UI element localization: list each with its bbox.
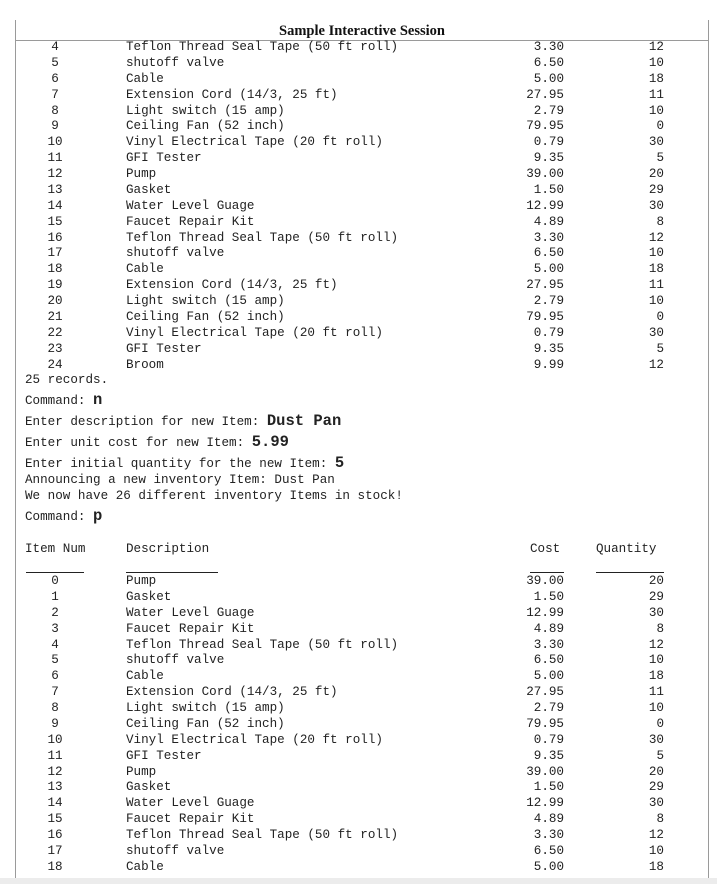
item-description: Faucet Repair Kit	[126, 214, 255, 229]
item-cost: 12.99	[526, 198, 564, 213]
command-input-value: n	[93, 391, 103, 409]
item-cost: 79.95	[526, 309, 564, 324]
item-number: 13	[47, 182, 63, 197]
item-description: Vinyl Electrical Tape (20 ft roll)	[126, 732, 383, 747]
item-quantity: 11	[648, 278, 664, 293]
item-description: Broom	[126, 357, 164, 372]
item-quantity: 12	[648, 230, 664, 245]
item-number: 9	[51, 119, 59, 134]
table-row	[16, 843, 708, 859]
item-description: Light switch (15 amp)	[126, 701, 285, 716]
item-description: Gasket	[126, 780, 172, 795]
item-number: 5	[51, 55, 59, 70]
item-number: 8	[51, 103, 59, 118]
item-description: Faucet Repair Kit	[126, 812, 255, 827]
item-quantity: 12	[648, 828, 664, 843]
cost-prompt-line	[25, 434, 289, 451]
item-cost: 5.00	[533, 669, 564, 684]
item-number: 11	[47, 748, 63, 763]
item-quantity: 10	[648, 103, 664, 118]
item-description: shutoff valve	[126, 246, 225, 261]
header-quantity: Quantity	[596, 542, 657, 556]
item-description: Teflon Thread Seal Tape (50 ft roll)	[126, 828, 399, 843]
item-number: 14	[47, 198, 63, 213]
item-quantity: 11	[648, 685, 664, 700]
item-cost: 4.89	[533, 214, 564, 229]
item-cost: 5.00	[533, 262, 564, 277]
item-quantity: 30	[648, 135, 664, 150]
item-cost: 39.00	[526, 574, 564, 588]
item-cost: 6.50	[533, 55, 564, 70]
item-cost: 4.89	[533, 812, 564, 827]
table-row	[16, 795, 708, 811]
item-number: 2	[51, 605, 59, 620]
item-cost: 6.50	[533, 653, 564, 668]
quantity-input-value: 5	[334, 454, 345, 472]
item-quantity: 5	[656, 341, 664, 356]
table-row	[16, 779, 708, 795]
document-page	[15, 20, 709, 882]
item-quantity: 8	[656, 214, 664, 229]
item-description: Water Level Guage	[126, 796, 255, 811]
item-number: 4	[51, 637, 59, 652]
item-description: Extension Cord (14/3, 25 ft)	[126, 685, 338, 700]
item-quantity: 8	[656, 621, 664, 636]
item-cost: 0.79	[533, 325, 564, 340]
item-description: Ceiling Fan (52 inch)	[126, 119, 285, 134]
item-quantity: 29	[648, 589, 664, 604]
table-row	[16, 182, 708, 198]
item-cost: 3.30	[533, 40, 564, 54]
table-row	[16, 309, 708, 325]
table-row	[16, 55, 708, 71]
item-number: 12	[47, 764, 63, 779]
item-cost: 9.99	[533, 357, 564, 372]
item-quantity: 10	[648, 294, 664, 309]
table-row	[16, 764, 708, 780]
item-quantity: 20	[648, 764, 664, 779]
item-quantity: 10	[648, 843, 664, 858]
item-number: 16	[47, 828, 63, 843]
item-quantity: 8	[656, 812, 664, 827]
table-row	[16, 166, 708, 182]
item-description: Water Level Guage	[126, 198, 255, 213]
table-row	[16, 134, 708, 150]
command-line-2	[25, 508, 102, 525]
item-number: 0	[51, 574, 59, 588]
item-number: 9	[51, 716, 59, 731]
item-description: GFI Tester	[126, 341, 202, 356]
item-quantity: 20	[648, 167, 664, 182]
table-row	[16, 341, 708, 357]
item-number: 8	[51, 701, 59, 716]
document-title: Sample Interactive Session	[279, 23, 445, 39]
table-row	[16, 103, 708, 119]
item-description: Cable	[126, 262, 164, 277]
table-row	[16, 827, 708, 843]
item-cost: 3.30	[533, 230, 564, 245]
table-row	[16, 621, 708, 637]
item-cost: 12.99	[526, 605, 564, 620]
item-description: GFI Tester	[126, 151, 202, 166]
item-number: 15	[47, 812, 63, 827]
item-description: Teflon Thread Seal Tape (50 ft roll)	[126, 230, 399, 245]
item-description: Extension Cord (14/3, 25 ft)	[126, 87, 338, 102]
item-cost: 5.00	[533, 71, 564, 86]
item-quantity: 20	[648, 574, 664, 588]
item-quantity: 10	[648, 653, 664, 668]
item-description: Teflon Thread Seal Tape (50 ft roll)	[126, 637, 399, 652]
item-cost: 6.50	[533, 843, 564, 858]
table-row	[16, 198, 708, 214]
item-number: 21	[47, 309, 63, 324]
item-quantity: 30	[648, 198, 664, 213]
item-number: 6	[51, 71, 59, 86]
item-cost: 39.00	[526, 764, 564, 779]
table-row	[16, 214, 708, 230]
item-cost: 4.89	[533, 621, 564, 636]
command-input-value: p	[93, 507, 103, 525]
item-quantity: 12	[648, 637, 664, 652]
table-row	[16, 293, 708, 309]
item-description: shutoff valve	[126, 55, 225, 70]
item-description: Pump	[126, 574, 157, 588]
item-cost: 2.79	[533, 294, 564, 309]
table-row	[16, 668, 708, 684]
description-prompt-line	[25, 413, 341, 430]
item-description: Gasket	[126, 589, 172, 604]
item-description: Ceiling Fan (52 inch)	[126, 309, 285, 324]
item-cost: 2.79	[533, 103, 564, 118]
item-quantity: 11	[648, 87, 664, 102]
item-cost: 27.95	[526, 685, 564, 700]
item-quantity: 29	[648, 182, 664, 197]
item-number: 17	[47, 843, 63, 858]
item-number: 10	[47, 135, 63, 150]
item-description: Light switch (15 amp)	[126, 103, 285, 118]
item-quantity: 18	[648, 262, 664, 277]
item-cost: 3.30	[533, 637, 564, 652]
description-prompt: Enter description for new Item:	[25, 415, 267, 429]
item-description: Cable	[126, 71, 164, 86]
command-prompt: Command:	[25, 394, 94, 408]
table-row	[16, 357, 708, 373]
table-row	[16, 700, 708, 716]
table-row	[16, 811, 708, 827]
item-quantity: 10	[648, 246, 664, 261]
table-row	[16, 325, 708, 341]
quantity-prompt-line	[25, 455, 344, 472]
table-row	[16, 859, 708, 875]
item-description: Pump	[126, 167, 157, 182]
cost-input-value: 5.99	[251, 433, 289, 451]
item-cost: 3.30	[533, 828, 564, 843]
item-number: 3	[51, 621, 59, 636]
item-cost: 0.79	[533, 732, 564, 747]
item-description: Vinyl Electrical Tape (20 ft roll)	[126, 135, 383, 150]
item-cost: 39.00	[526, 167, 564, 182]
item-description: shutoff valve	[126, 843, 225, 858]
page-bottom-edge	[0, 878, 717, 884]
table-row	[16, 245, 708, 261]
item-number: 16	[47, 230, 63, 245]
item-number: 6	[51, 669, 59, 684]
description-input-value: Dust Pan	[266, 412, 342, 430]
item-number: 24	[47, 357, 63, 372]
item-quantity: 18	[648, 71, 664, 86]
item-quantity: 30	[648, 325, 664, 340]
item-description: Water Level Guage	[126, 605, 255, 620]
item-quantity: 5	[656, 151, 664, 166]
item-quantity: 29	[648, 780, 664, 795]
item-cost: 2.79	[533, 701, 564, 716]
item-quantity: 10	[648, 55, 664, 70]
table-row	[16, 716, 708, 732]
item-cost: 0.79	[533, 135, 564, 150]
item-cost: 79.95	[526, 716, 564, 731]
item-cost: 27.95	[526, 87, 564, 102]
item-quantity: 18	[648, 669, 664, 684]
item-description: Teflon Thread Seal Tape (50 ft roll)	[126, 40, 399, 54]
item-quantity: 12	[648, 40, 664, 54]
table-row	[16, 748, 708, 764]
item-number: 1	[51, 589, 59, 604]
item-cost: 12.99	[526, 796, 564, 811]
item-cost: 1.50	[533, 182, 564, 197]
item-number: 22	[47, 325, 63, 340]
table-row	[16, 71, 708, 87]
item-number: 5	[51, 653, 59, 668]
records-count-line: 25 records.	[25, 373, 109, 387]
table-row	[16, 118, 708, 134]
item-description: Vinyl Electrical Tape (20 ft roll)	[126, 325, 383, 340]
item-number: 23	[47, 341, 63, 356]
item-description: Ceiling Fan (52 inch)	[126, 716, 285, 731]
header-cost: Cost	[530, 542, 561, 556]
item-quantity: 12	[648, 357, 664, 372]
item-cost: 9.35	[533, 341, 564, 356]
table-row	[16, 261, 708, 277]
table-row	[16, 637, 708, 653]
item-cost: 79.95	[526, 119, 564, 134]
item-description: Light switch (15 amp)	[126, 294, 285, 309]
item-cost: 27.95	[526, 278, 564, 293]
item-cost: 9.35	[533, 151, 564, 166]
item-description: shutoff valve	[126, 653, 225, 668]
item-quantity: 10	[648, 701, 664, 716]
item-quantity: 30	[648, 796, 664, 811]
item-number: 14	[47, 796, 63, 811]
command-line-1	[25, 392, 102, 409]
item-number: 18	[47, 859, 63, 874]
item-quantity: 5	[656, 748, 664, 763]
item-number: 18	[47, 262, 63, 277]
item-number: 20	[47, 294, 63, 309]
item-number: 12	[47, 167, 63, 182]
cost-prompt: Enter unit cost for new Item:	[25, 436, 252, 450]
item-number: 13	[47, 780, 63, 795]
item-description: Extension Cord (14/3, 25 ft)	[126, 278, 338, 293]
item-description: Cable	[126, 669, 164, 684]
quantity-prompt: Enter initial quantity for the new Item:	[25, 457, 335, 471]
item-quantity: 0	[656, 716, 664, 731]
table-row	[16, 652, 708, 668]
item-number: 7	[51, 87, 59, 102]
item-cost: 5.00	[533, 859, 564, 874]
item-description: Faucet Repair Kit	[126, 621, 255, 636]
item-description: Cable	[126, 859, 164, 874]
table-row	[16, 573, 708, 589]
stock-line: We now have 26 different inventory Items in stock!	[25, 489, 403, 503]
item-quantity: 30	[648, 605, 664, 620]
announce-line: Announcing a new inventory Item: Dust Pan	[25, 473, 335, 487]
item-number: 17	[47, 246, 63, 261]
item-cost: 9.35	[533, 748, 564, 763]
item-description: GFI Tester	[126, 748, 202, 763]
command-prompt: Command:	[25, 510, 94, 524]
item-number: 11	[47, 151, 63, 166]
table-row	[16, 589, 708, 605]
item-number: 15	[47, 214, 63, 229]
table-row	[16, 605, 708, 621]
item-cost: 1.50	[533, 780, 564, 795]
item-description: Gasket	[126, 182, 172, 197]
table-row	[16, 732, 708, 748]
item-cost: 6.50	[533, 246, 564, 261]
item-quantity: 0	[656, 309, 664, 324]
item-number: 7	[51, 685, 59, 700]
table-row	[16, 230, 708, 246]
item-description: Pump	[126, 764, 157, 779]
item-quantity: 30	[648, 732, 664, 747]
table-row	[16, 39, 708, 55]
item-number: 19	[47, 278, 63, 293]
table-row	[16, 684, 708, 700]
item-number: 4	[51, 40, 59, 54]
item-number: 10	[47, 732, 63, 747]
table-row	[16, 87, 708, 103]
table-row	[16, 150, 708, 166]
header-item-num: Item Num	[25, 542, 86, 556]
item-quantity: 0	[656, 119, 664, 134]
item-cost: 1.50	[533, 589, 564, 604]
header-description: Description	[126, 542, 210, 556]
item-quantity: 18	[648, 859, 664, 874]
table-row	[16, 277, 708, 293]
